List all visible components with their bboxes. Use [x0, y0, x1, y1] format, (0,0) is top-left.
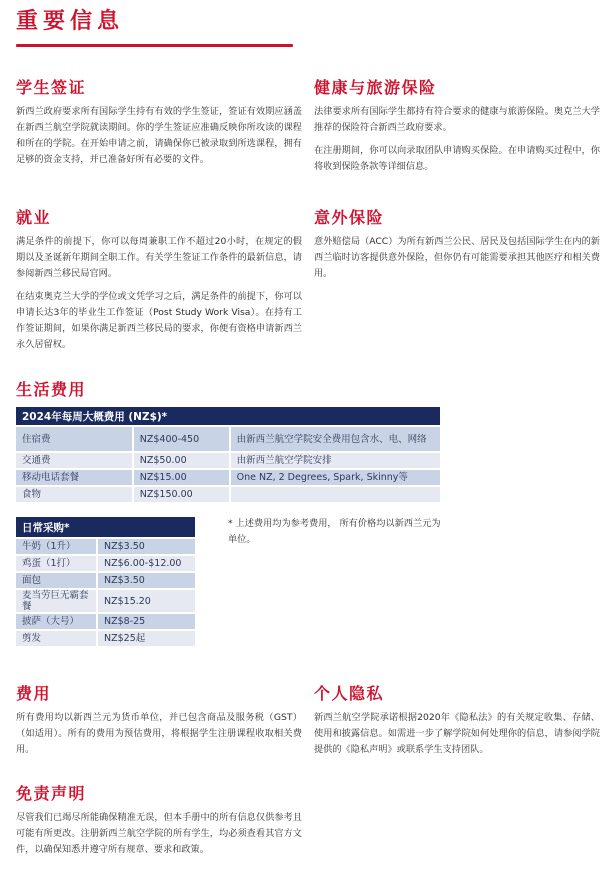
cell-note [231, 485, 440, 502]
cell-item: 住宿费 [16, 425, 134, 451]
section-heading: 费用 [16, 684, 52, 703]
cell-cost: NZ$6.00-$12.00 [98, 554, 195, 571]
table-header: 2024年每周大概费用 (NZ$)* [16, 407, 440, 425]
section-accident-insurance [314, 208, 600, 289]
section-paragraph: 在注册期间，你可以向录取团队申请购买保险。在申请购买过程中，你将收到保险条款等详细信息。 [314, 145, 600, 172]
section-paragraph: 满足条件的前提下，你可以每周兼职工作不超过20小时，在规定的假期以及圣诞新年期间全职工作。有关学生签证工作条件的最新信息，请参阅新西兰移民局官网。 [16, 236, 302, 279]
section-fees [16, 684, 302, 765]
section-paragraph: 新西兰航空学院承诺根据2020年《隐私法》的有关规定收集、存储、使用和披露信息。如需进一步了解学院如何处理你的信息，请参阅学院提供的《隐私声明》或联系学生支持团队。 [314, 712, 600, 755]
cell-cost: NZ$400-450 [134, 425, 231, 451]
cell-cost: NZ$150.00 [134, 485, 231, 502]
section-paragraph: 尽管我们已竭尽所能确保精准无误，但本手册中的所有信息仅供参考且可能有所更改。注册新西兰航空学院的所有学生，均必须查看其官方文件，以确保知悉并遵守所有规章、要求和政策。 [16, 812, 302, 855]
cell-item: 披萨（大号） [16, 612, 98, 629]
cost-footnote: * 上述费用均为参考费用， 所有价格均以新西兰元为单位。 [228, 518, 441, 545]
cell-cost: NZ$50.00 [134, 451, 231, 468]
section-heading: 就业 [16, 208, 52, 227]
section-privacy [314, 684, 600, 765]
table-row [16, 554, 195, 571]
table-header: 日常采购* [16, 517, 195, 537]
cell-item: 移动电话套餐 [16, 468, 134, 485]
section-heading: 学生签证 [16, 78, 87, 97]
section-paragraph: 在结束奥克兰大学的学位或文凭学习之后，满足条件的前提下，你可以申请长达3年的毕业生工作签证（Post Study Work Visa）。在持有工作签证期间，如果你满足新西兰移民局的要求，你便有资格申请新西兰永久居留权。 [16, 291, 302, 350]
section-paragraph: 意外赔偿局（ACC）为所有新西兰公民、居民及包括国际学生在内的新西兰临时访客提供意外保险，但你仍有可能需要承担其他医疗和相关费用。 [314, 236, 600, 279]
table-row [16, 629, 195, 646]
cell-item: 剪发 [16, 629, 98, 646]
section-heading-living-costs: 生活费用 [16, 380, 87, 399]
section-heading: 意外保险 [314, 208, 385, 227]
section-student-visa [16, 78, 302, 175]
cell-note: One NZ, 2 Degrees, Spark, Skinny等 [231, 468, 440, 485]
cell-cost: NZ$3.50 [98, 537, 195, 554]
table-row [16, 612, 195, 629]
table-row [16, 451, 440, 468]
cell-item: 食物 [16, 485, 134, 502]
table-row [16, 468, 440, 485]
cell-item: 麦当劳巨无霸套餐 [16, 588, 98, 612]
weekly-costs-table [16, 407, 440, 502]
table-row [16, 485, 440, 502]
cell-item: 鸡蛋（1打） [16, 554, 98, 571]
cell-note: 由新西兰航空学院安全费用包含水、电、网络 [231, 425, 440, 451]
section-disclaimer [16, 784, 302, 865]
table-row [16, 537, 195, 554]
title-divider [16, 44, 293, 47]
cell-cost: NZ$15.00 [134, 468, 231, 485]
section-heading: 个人隐私 [314, 684, 385, 703]
section-heading: 健康与旅游保险 [314, 78, 437, 97]
cell-cost: NZ$8-25 [98, 612, 195, 629]
section-heading: 免责声明 [16, 784, 87, 803]
cell-item: 面包 [16, 571, 98, 588]
section-employment [16, 208, 302, 360]
cell-cost: NZ$15.20 [98, 588, 195, 612]
table-row [16, 588, 195, 612]
section-paragraph: 所有费用均以新西兰元为货币单位，并已包含商品及服务税（GST）（如适用）。所有的费用为预估费用，将根据学生注册课程收取相关费用。 [16, 712, 302, 755]
section-paragraph: 法律要求所有国际学生都持有符合要求的健康与旅游保险。奥克兰大学推荐的保险符合新西兰政府要求。 [314, 106, 600, 133]
daily-purchases-table [16, 517, 195, 646]
table-row [16, 571, 195, 588]
table-row [16, 425, 440, 451]
section-health-travel-insurance [314, 78, 600, 182]
cell-item: 交通费 [16, 451, 134, 468]
cell-cost: NZ$3.50 [98, 571, 195, 588]
page-title: 重要信息 [16, 9, 125, 34]
cell-note: 由新西兰航空学院安排 [231, 451, 440, 468]
section-paragraph: 新西兰政府要求所有国际学生持有有效的学生签证，签证有效期应涵盖在新西兰航空学院就读期间。你的学生签证应准确反映你所攻读的课程和所在的学院。在开始申请之前，请确保你已被录取到所选课程，拥有足够的资金支持，并已准备好所有必要的文件。 [16, 106, 302, 165]
cell-item: 牛奶（1升） [16, 537, 98, 554]
cell-cost: NZ$25起 [98, 629, 195, 646]
